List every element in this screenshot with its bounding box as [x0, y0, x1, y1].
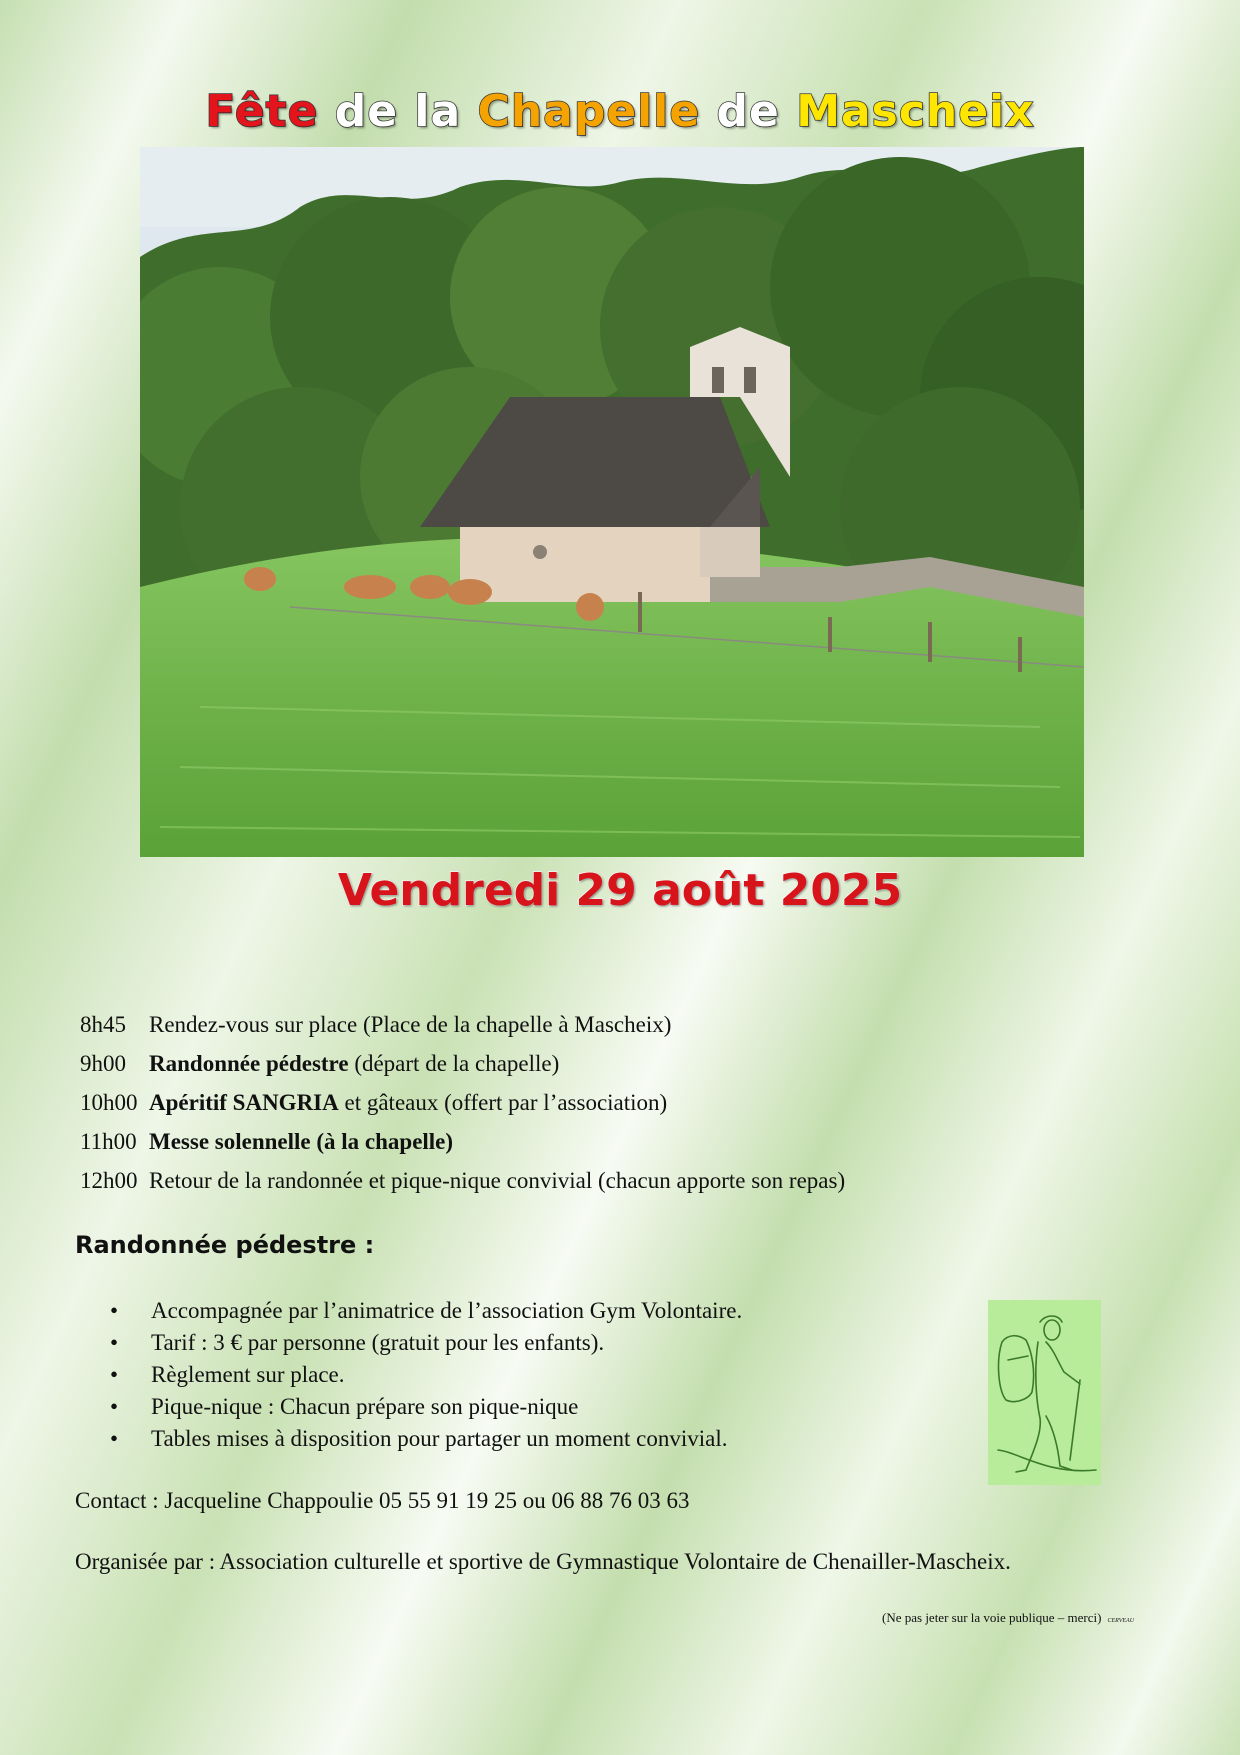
- page-title: [0, 86, 1240, 137]
- hiker-icon: [988, 1300, 1101, 1485]
- schedule: [80, 1005, 845, 1200]
- list-item: • Pique-nique : Chacun prépare son pique-nique: [110, 1391, 742, 1423]
- footnote-text: (Ne pas jeter sur la voie publique – merci): [882, 1610, 1102, 1625]
- schedule-row: [80, 1083, 845, 1122]
- schedule-bold: Randonnée pédestre: [149, 1051, 349, 1076]
- title-word: Mascheix: [796, 86, 1035, 137]
- schedule-text: (départ de la chapelle): [348, 1051, 560, 1076]
- list-item: • Tables mises à disposition pour partager un moment convivial.: [110, 1423, 742, 1455]
- schedule-text: et gâteaux (offert par l’association): [338, 1090, 668, 1115]
- organizer-info: Organisée par : Association culturelle et sportive de Gymnastique Volontaire de Chenailler-Mascheix.: [75, 1549, 1011, 1574]
- hike-list: [110, 1295, 742, 1455]
- hiker-illustration: [988, 1300, 1101, 1485]
- schedule-time: 8h45: [80, 1012, 126, 1037]
- event-date: Vendredi 29 août 2025: [337, 865, 903, 916]
- title-word: de: [716, 86, 780, 137]
- schedule-text: Rendez-vous sur place (Place de la chapelle à Mascheix): [149, 1012, 672, 1037]
- schedule-time: 10h00: [80, 1090, 138, 1115]
- title-word: de: [334, 86, 399, 137]
- schedule-row: [80, 1005, 845, 1044]
- schedule-time: 9h00: [80, 1051, 126, 1076]
- list-item: • Règlement sur place.: [110, 1359, 742, 1391]
- contact-info: Contact : Jacqueline Chappoulie 05 55 91 19 25 ou 06 88 76 03 63: [75, 1488, 690, 1513]
- schedule-row: [80, 1122, 845, 1161]
- footnote: [882, 1610, 1134, 1626]
- schedule-time: 11h00: [80, 1129, 137, 1154]
- schedule-text: Retour de la randonnée et pique-nique convivial (chacun apporte son repas): [149, 1168, 846, 1193]
- chapel-photo: [140, 147, 1084, 857]
- list-item: • Accompagnée par l’animatrice de l’association Gym Volontaire.: [110, 1295, 742, 1327]
- list-item: • Tarif : 3 € par personne (gratuit pour les enfants).: [110, 1327, 742, 1359]
- schedule-row: [80, 1044, 845, 1083]
- schedule-bold: Messe solennelle (à la chapelle): [149, 1129, 454, 1154]
- schedule-bold: Apéritif SANGRIA: [149, 1090, 339, 1115]
- schedule-row: [80, 1161, 845, 1200]
- title-word: la: [414, 86, 462, 137]
- hike-heading: Randonnée pédestre :: [75, 1231, 375, 1259]
- title-word: Chapelle: [477, 86, 701, 137]
- printer-mark: CERVEAU: [1107, 1618, 1135, 1624]
- schedule-time: 12h00: [80, 1168, 138, 1193]
- title-word: Fête: [205, 86, 319, 137]
